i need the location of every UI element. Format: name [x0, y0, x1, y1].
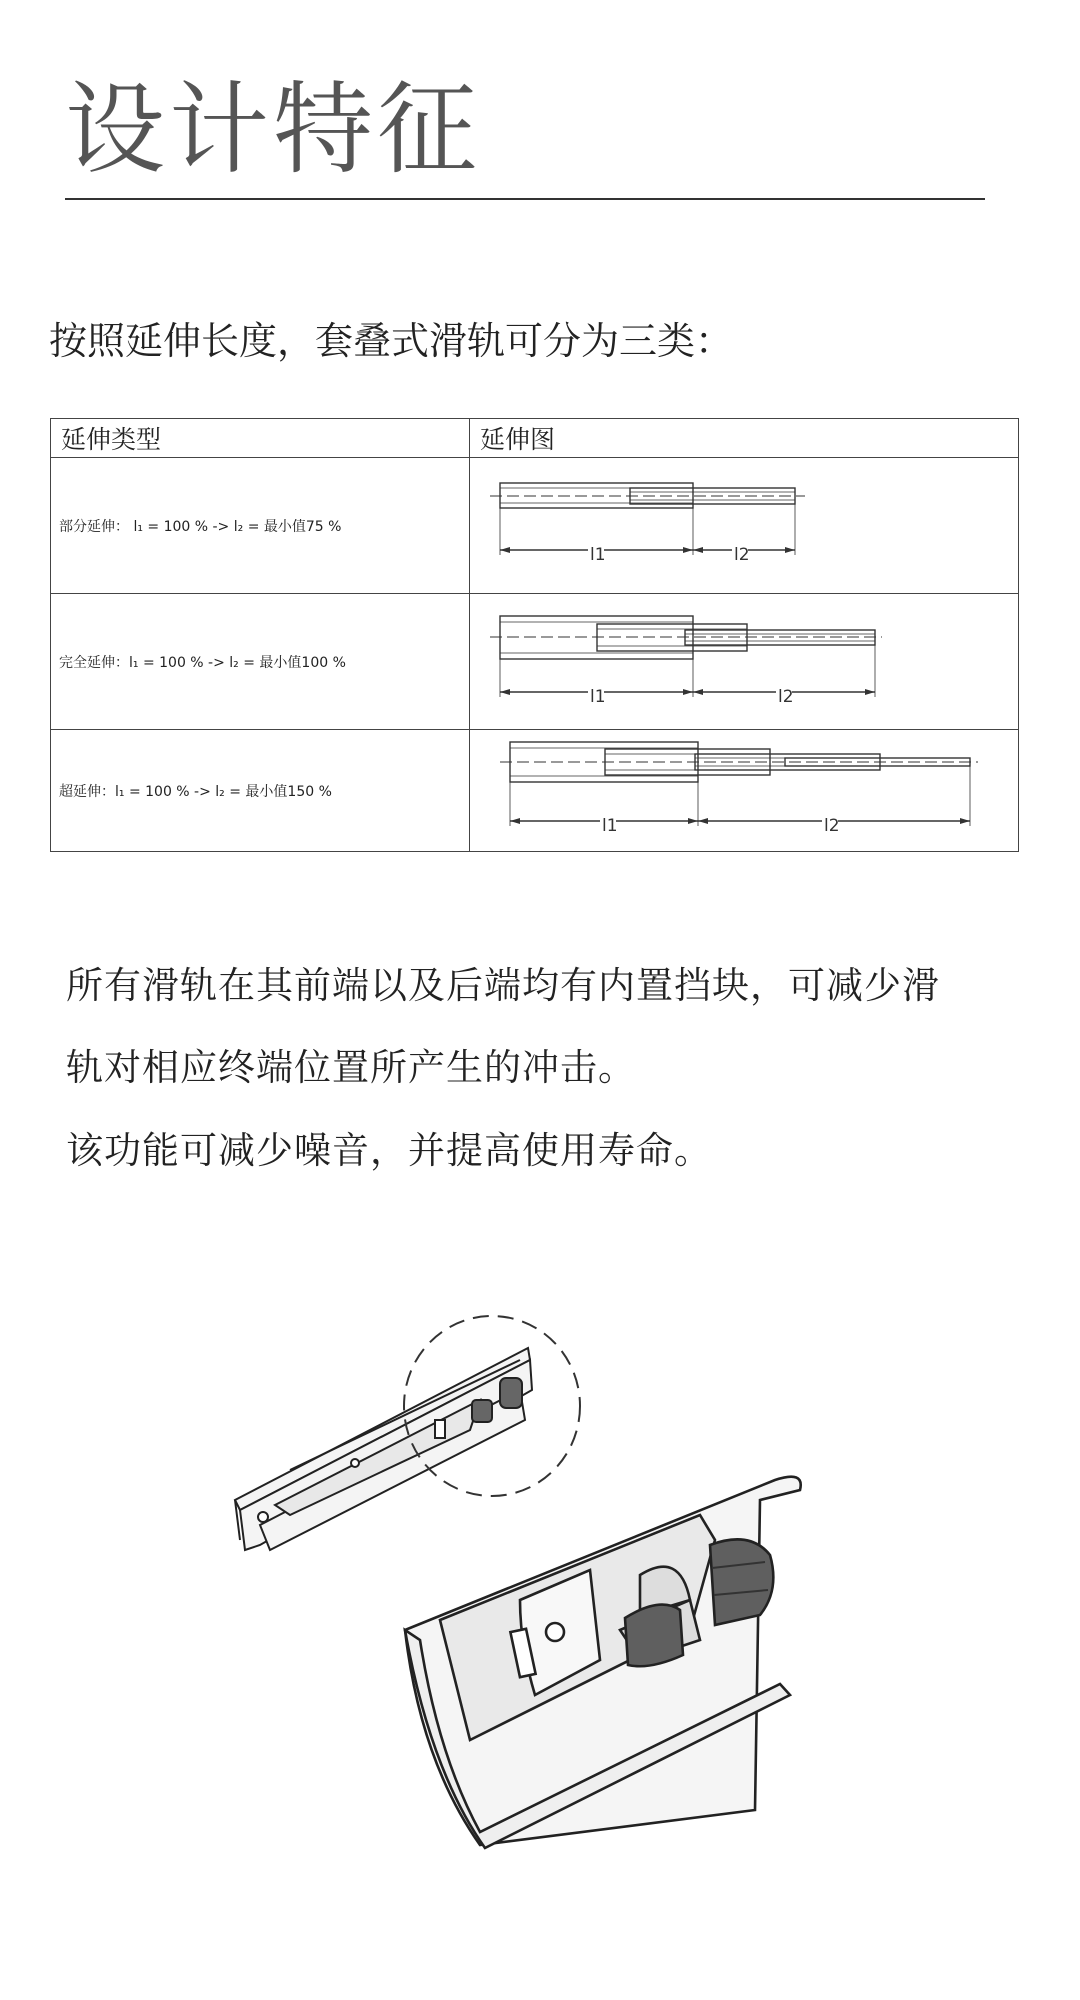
- header-extension-type: 延伸类型: [51, 419, 470, 458]
- slide-rail-illustration: [0, 1300, 1080, 1860]
- row-label-partial: 部分延伸： l₁ = 100 % -> l₂ = 最小值75 %: [51, 458, 470, 594]
- page-title: 设计特征: [65, 71, 481, 188]
- over-extension-diagram: [470, 730, 1018, 847]
- table-row: [51, 458, 1019, 594]
- paragraph-line-2: 轨对相应终端位置所产生的冲击。: [66, 1046, 636, 1089]
- l1-label: l1: [602, 816, 618, 836]
- paragraph-line-1: 所有滑轨在其前端以及后端均有内置挡块，可减少滑: [66, 964, 940, 1007]
- l1-label: l1: [590, 687, 606, 707]
- table-row: [51, 594, 1019, 730]
- extension-table: [50, 418, 1019, 852]
- title-divider: [65, 198, 985, 200]
- diagram-cell-full: [470, 594, 1019, 730]
- row-label-full: 完全延伸：l₁ = 100 % -> l₂ = 最小值100 %: [51, 594, 470, 730]
- l1-label: l1: [590, 545, 606, 565]
- table-row: [51, 730, 1019, 852]
- l2-label: l2: [824, 816, 840, 836]
- table-header-row: [51, 419, 1019, 458]
- intro-text: 按照延伸长度，套叠式滑轨可分为三类：: [49, 319, 734, 363]
- diagram-cell-over: [470, 730, 1019, 852]
- full-extension-diagram: [470, 594, 1018, 725]
- paragraph-line-3: 该功能可减少噪音，并提高使用寿命。: [66, 1129, 712, 1172]
- row-label-over: 超延伸：l₁ = 100 % -> l₂ = 最小值150 %: [51, 730, 470, 852]
- header-extension-diagram: 延伸图: [470, 419, 1019, 458]
- detail-rail-drawing: [405, 1477, 801, 1848]
- l2-label: l2: [734, 545, 750, 565]
- diagram-cell-partial: [470, 458, 1019, 594]
- small-rail-drawing: [235, 1348, 532, 1550]
- partial-extension-diagram: [470, 458, 1018, 589]
- l2-label: l2: [778, 687, 794, 707]
